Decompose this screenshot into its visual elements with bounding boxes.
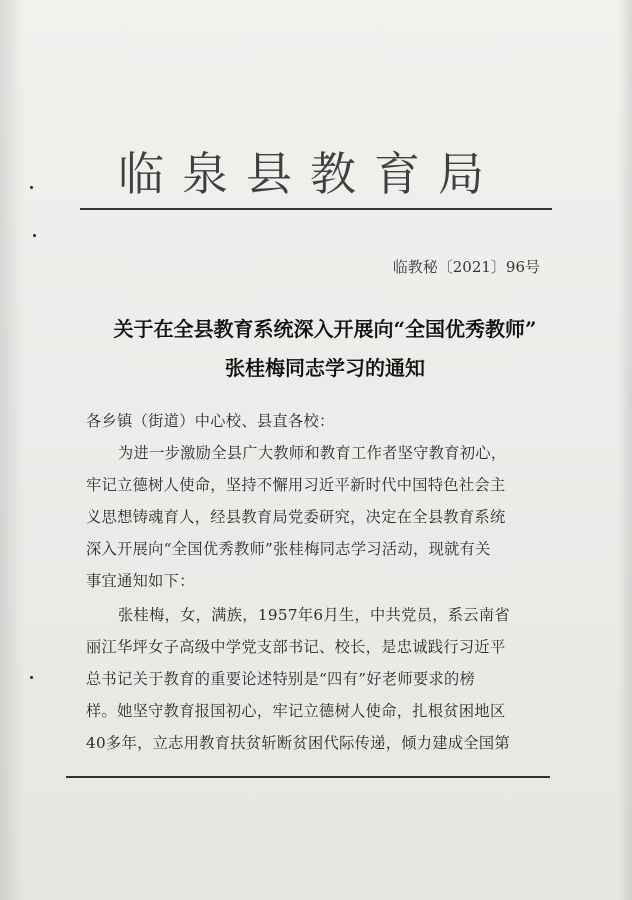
footer-divider: [66, 776, 550, 778]
document-number: 临教秘〔2021〕96号: [392, 258, 540, 276]
body-line-6: 张桂梅，女，满族，1957年6月生，中共党员，系云南省: [118, 606, 510, 624]
binding-hole-mark: [30, 186, 33, 189]
notice-title-line-2: 张桂梅同志学习的通知: [225, 356, 425, 380]
agency-name-header: 临泉县教育局: [118, 147, 502, 201]
page-shadow-right: [618, 0, 632, 900]
body-line-9: 样。她坚守教育报国初心，牢记立德树人使命，扎根贫困地区: [86, 702, 506, 720]
body-line-8: 总书记关于教育的重要论述特别是“四有”好老师要求的榜: [86, 670, 476, 688]
body-line-5: 事宜通知如下：: [86, 572, 195, 590]
addressee-line: 各乡镇（街道）中心校、县直各校：: [86, 412, 335, 430]
body-line-4: 深入开展向“全国优秀教师”张桂梅同志学习活动，现就有关: [86, 540, 491, 558]
binding-hole-mark: [33, 234, 36, 237]
header-divider: [80, 208, 552, 210]
body-line-2: 牢记立德树人使命，坚持不懈用习近平新时代中国特色社会主: [86, 476, 506, 494]
body-line-7: 丽江华坪女子高级中学党支部书记、校长，是忠诚践行习近平: [86, 638, 506, 656]
notice-title-line-1: 关于在全县教育系统深入开展向“全国优秀教师”: [113, 317, 537, 341]
page-shadow-left: [0, 0, 24, 900]
body-line-3: 义思想铸魂育人，经县教育局党委研究，决定在全县教育系统: [86, 508, 506, 526]
body-line-10: 40多年，立志用教育扶贫斩断贫困代际传递，倾力建成全国第: [86, 734, 511, 752]
body-line-1: 为进一步激励全县广大教师和教育工作者坚守教育初心，: [118, 444, 507, 462]
binding-hole-mark: [30, 676, 33, 679]
